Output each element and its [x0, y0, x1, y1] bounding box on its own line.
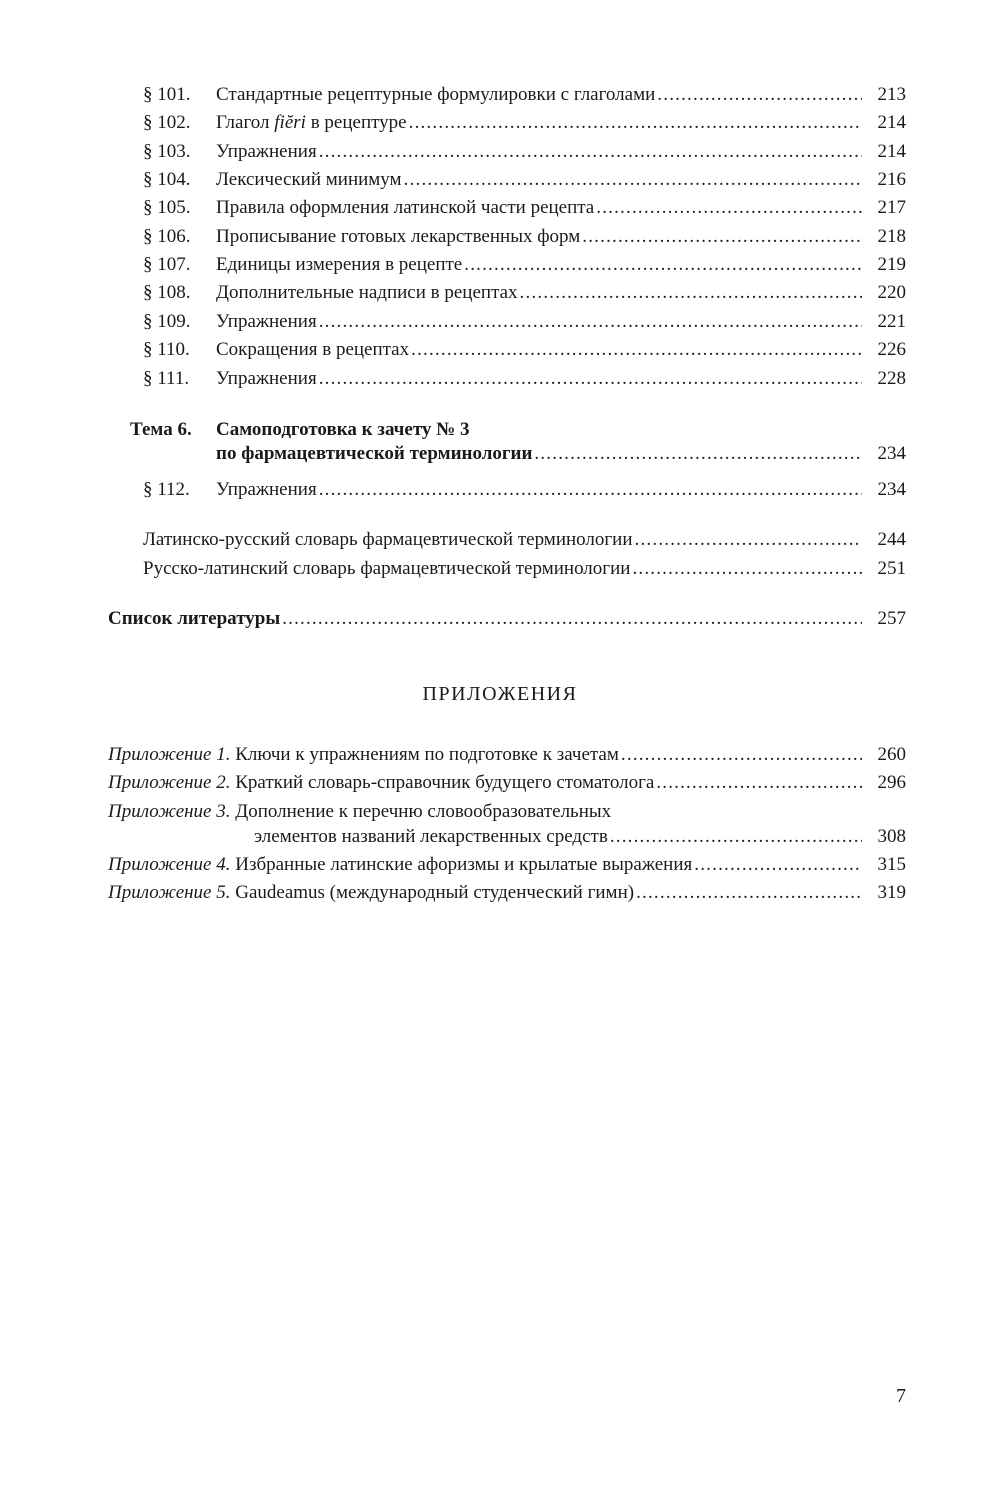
appendix-entry — [108, 770, 906, 796]
entry-title: Упражнения — [216, 311, 317, 332]
dot-leader — [596, 195, 862, 221]
entry-page: 221 — [877, 311, 906, 332]
references-page: 257 — [877, 608, 906, 629]
entry-page: 216 — [877, 169, 906, 190]
dictionary-title: Русско-латинский словарь фармацевтической терминологии — [143, 558, 631, 579]
toc-entry — [0, 195, 906, 221]
theme-6-heading — [0, 417, 906, 443]
latin-term: fiĕri — [274, 112, 306, 133]
appendix-label: Приложение 3. — [108, 801, 231, 822]
appendix-title: Краткий словарь-справочник будущего стоматолога — [235, 772, 655, 793]
toc-entry — [0, 252, 906, 278]
dot-leader — [632, 556, 862, 582]
entry-title: Стандартные рецептурные формулировки с глаголами — [216, 84, 656, 105]
appendix-label: Приложение 1. — [108, 744, 231, 765]
appendix-page: 319 — [877, 882, 906, 903]
theme-page: 234 — [877, 443, 906, 464]
appendix-title: Gaudeamus (международный студенческий гимн) — [235, 882, 635, 903]
entry-page: 226 — [877, 339, 906, 360]
toc-entry — [0, 337, 906, 363]
entry-title: Прописывание готовых лекарственных форм — [216, 226, 581, 247]
appendix-label: Приложение 5. — [108, 882, 231, 903]
toc-entry — [0, 366, 906, 392]
entry-number: § 111. — [143, 368, 190, 389]
entry-number: § 101. — [143, 84, 191, 105]
appendix-entry — [108, 880, 906, 906]
references-title: Список литературы — [108, 608, 281, 629]
entry-title: Правила оформления латинской части рецепта — [216, 197, 595, 218]
appendices-heading: ПРИЛОЖЕНИЯ — [422, 683, 578, 705]
entry-title: Упражнения — [216, 141, 317, 162]
dot-leader — [404, 167, 862, 193]
appendix-entry — [108, 852, 906, 878]
entry-page: 234 — [877, 479, 906, 500]
entry-number: § 104. — [143, 169, 191, 190]
references-entry — [0, 606, 906, 632]
dot-leader — [319, 366, 862, 392]
toc-entry — [0, 477, 906, 503]
theme-label: Тема 6. — [130, 419, 192, 440]
appendix-label: Приложение 4. — [108, 854, 231, 875]
dot-leader — [319, 309, 862, 335]
toc-entry — [0, 110, 906, 136]
entry-title: Упражнения — [216, 368, 317, 389]
entry-number: § 102. — [143, 112, 191, 133]
dictionary-entry — [0, 527, 906, 553]
dot-leader — [464, 252, 862, 278]
appendix-page: 296 — [877, 772, 906, 793]
entry-page: 217 — [877, 197, 906, 218]
dot-leader — [657, 82, 862, 108]
dot-leader — [635, 527, 862, 553]
dot-leader — [520, 280, 862, 306]
entry-title: Единицы измерения в рецепте — [216, 254, 463, 275]
dot-leader — [656, 770, 862, 796]
dot-leader — [694, 852, 862, 878]
toc-entry — [0, 167, 906, 193]
entry-title: Дополнительные надписи в рецептах — [216, 282, 518, 303]
entry-number: § 105. — [143, 197, 191, 218]
entry-page: 214 — [877, 141, 906, 162]
appendix-title: Ключи к упражнениям по подготовке к зачетам — [235, 744, 619, 765]
dictionary-title: Латинско-русский словарь фармацевтической терминологии — [143, 529, 633, 550]
entry-page: 220 — [877, 282, 906, 303]
entry-page: 218 — [877, 226, 906, 247]
entry-number: § 106. — [143, 226, 191, 247]
dictionary-entry — [0, 556, 906, 582]
entry-page: 214 — [877, 112, 906, 133]
dot-leader — [582, 224, 862, 250]
dot-leader — [319, 477, 862, 503]
theme-6-line2 — [0, 441, 906, 467]
dot-leader — [610, 824, 862, 850]
entry-number: § 108. — [143, 282, 191, 303]
page-number: 7 — [896, 1385, 906, 1407]
appendix-page: 315 — [877, 854, 906, 875]
entry-number: § 112. — [143, 479, 190, 500]
dictionary-page: 251 — [877, 558, 906, 579]
toc-entry — [0, 280, 906, 306]
entry-number: § 109. — [143, 311, 191, 332]
dot-leader — [282, 606, 862, 632]
appendix-entry-line1 — [108, 799, 906, 825]
entry-number: § 103. — [143, 141, 191, 162]
entry-title: Сокращения в рецептах — [216, 339, 410, 360]
dot-leader — [411, 337, 862, 363]
appendix-page: 260 — [877, 744, 906, 765]
dot-leader — [636, 880, 862, 906]
toc-entry — [0, 139, 906, 165]
dot-leader — [319, 139, 862, 165]
appendix-label: Приложение 2. — [108, 772, 231, 793]
entry-number: § 110. — [143, 339, 190, 360]
dictionary-page: 244 — [877, 529, 906, 550]
entry-page: 228 — [877, 368, 906, 389]
entry-title: Упражнения — [216, 479, 317, 500]
appendix-title: Дополнение к перечню словообразовательных — [235, 801, 612, 822]
theme-title-line2: по фармацевтической терминологии — [216, 443, 533, 464]
dot-leader — [621, 742, 862, 768]
dot-leader — [409, 110, 862, 136]
entry-page: 213 — [877, 84, 906, 105]
appendix-entry — [108, 742, 906, 768]
entry-number: § 107. — [143, 254, 191, 275]
theme-title-line1: Самоподготовка к зачету № 3 — [216, 419, 470, 440]
toc-entry — [0, 224, 906, 250]
toc-entry — [0, 309, 906, 335]
entry-title: Лексический минимум — [216, 169, 402, 190]
appendix-page: 308 — [877, 826, 906, 847]
toc-entry — [0, 82, 906, 108]
dot-leader — [534, 441, 862, 467]
appendix-title-cont: элементов названий лекарственных средств — [254, 826, 608, 847]
entry-title: Глагол fiĕri в рецептуре — [216, 112, 407, 133]
entry-page: 219 — [877, 254, 906, 275]
appendix-entry-line2 — [254, 824, 906, 850]
appendix-title: Избранные латинские афоризмы и крылатые выражения — [235, 854, 693, 875]
